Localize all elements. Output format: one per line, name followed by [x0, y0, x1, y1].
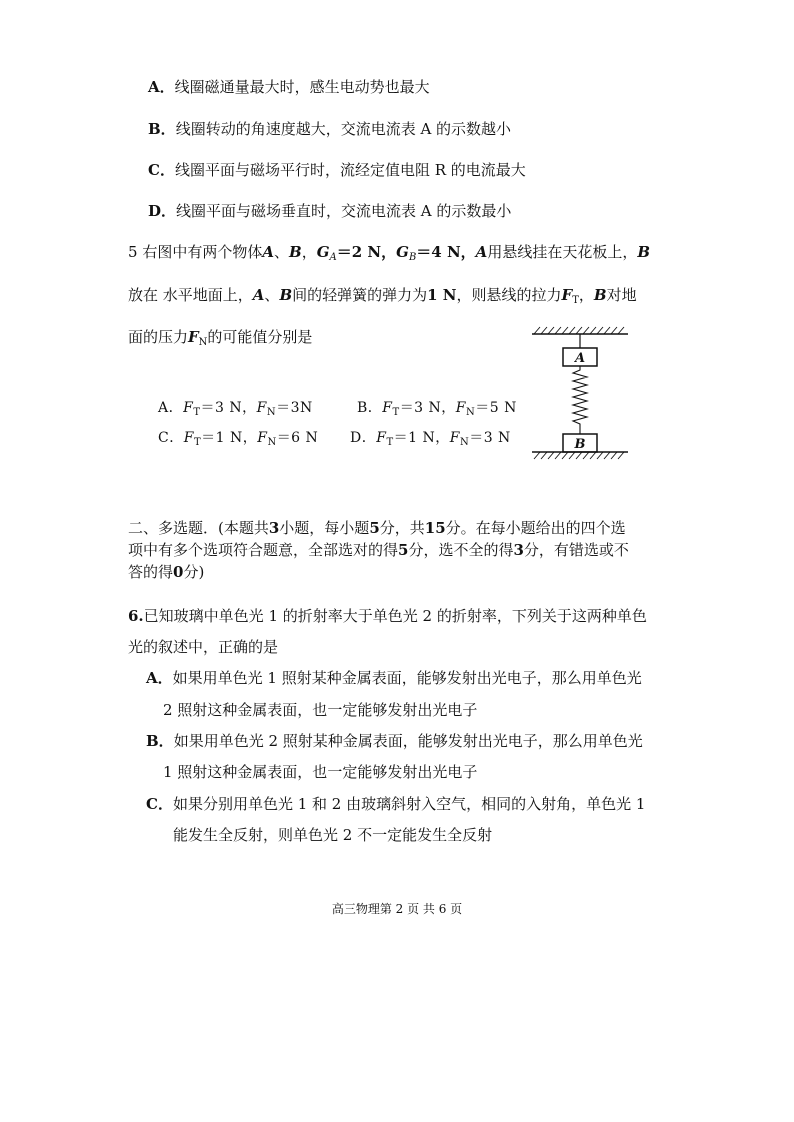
option-letter: B．: [148, 120, 176, 138]
q4-option-b: [148, 119, 511, 139]
var-ft: F: [183, 400, 194, 416]
sub-t: T: [386, 437, 394, 448]
fn-value: ＝3 N: [469, 430, 511, 446]
q5-text: 间的轻弹簧的弹力为: [292, 286, 428, 304]
option-text: 线圈平面与磁场平行时，流经定值电阻 R 的电流最大: [174, 161, 526, 179]
q6-stem-line1: [128, 606, 647, 626]
option-text: 如果用单色光 2 照射某种金属表面，能够发射出光电子，那么用单色光: [173, 732, 643, 750]
section2-line1: [128, 518, 626, 538]
var-b: B: [637, 243, 651, 261]
sep: 、: [273, 243, 289, 261]
var-fn: F: [455, 400, 467, 416]
choice-letter: C．: [158, 430, 184, 446]
section2-line3: [128, 562, 204, 582]
var-ft: F: [561, 286, 573, 304]
option-text: 能发生全反射，则单色光 2 不一定能发生全反射: [173, 826, 493, 844]
q5-number: 5: [128, 243, 138, 261]
sub-t: T: [392, 407, 400, 418]
section-number: 15: [424, 519, 446, 537]
q6-option-a-line1: [146, 668, 642, 688]
sub-n: N: [266, 407, 277, 418]
sub-a: A: [329, 252, 337, 263]
q5-text: 对地: [606, 286, 637, 304]
section-number: 5: [398, 541, 409, 559]
fn-value: ＝6 N: [276, 430, 319, 446]
fn-value: ＝3N: [276, 400, 313, 416]
var-g: G: [316, 243, 330, 261]
choice-letter: B．: [357, 400, 383, 416]
ground: [532, 452, 628, 459]
var-a: A: [475, 243, 488, 261]
ceiling: [532, 327, 628, 334]
var-fn: F: [188, 328, 199, 346]
q6-option-a-line2: [163, 700, 477, 720]
choice-letter: D．: [350, 430, 377, 446]
q5-text: 放在 水平地面上，: [128, 286, 253, 304]
q5-text: ，则悬线的拉力: [456, 286, 562, 304]
q5-choice-b: [357, 398, 517, 423]
option-letter: A．: [148, 78, 175, 96]
var-fn: F: [449, 430, 460, 446]
gb-value: ＝4 N，: [416, 243, 476, 261]
q5-text: 的可能值分别是: [207, 328, 313, 346]
var-a: A: [252, 286, 265, 304]
option-letter: D．: [148, 202, 177, 220]
choice-letter: A．: [158, 400, 184, 416]
section-number: 0: [173, 563, 184, 581]
var-fn: F: [256, 400, 267, 416]
section-text: 分，共: [379, 519, 425, 537]
block-b-label: B: [574, 437, 586, 452]
fn-value: ＝5 N: [475, 400, 517, 416]
q5-stem-line1: [128, 242, 650, 268]
q4-option-a: [148, 77, 430, 97]
section-number: 5: [369, 519, 380, 537]
var-g: G: [396, 243, 409, 261]
q6-text: 已知玻璃中单色光 1 的折射率大于单色光 2 的折射率，下列关于这两种单色: [143, 607, 647, 625]
section-text: 二、多选题．(本题共: [128, 519, 269, 537]
sep: ，: [578, 286, 594, 304]
q4-option-d: [148, 201, 511, 221]
q6-number: 6.: [128, 607, 144, 625]
section-text: 分): [183, 563, 205, 581]
force-value: 1 N: [427, 286, 457, 304]
sub-t: T: [193, 437, 202, 448]
ft-value: ＝1 N，: [393, 430, 450, 446]
var-ft: F: [376, 430, 387, 446]
option-letter: B．: [146, 732, 174, 750]
var-ft: F: [183, 430, 194, 446]
section-text: 项中有多个选项符合题意，全部选对的得: [128, 541, 399, 559]
option-text: 线圈转动的角速度越大，交流电流表 A 的示数越小: [175, 120, 512, 138]
var-fn: F: [257, 430, 268, 446]
ft-value: ＝3 N，: [200, 400, 257, 416]
q6-option-b-line1: [146, 731, 643, 751]
q5-text: 右图中有两个物体: [142, 243, 263, 261]
sub-b: B: [408, 252, 417, 263]
sub-n: N: [198, 337, 208, 348]
var-b: B: [289, 243, 302, 261]
option-text: 线圈磁通量最大时，感生电动势也最大: [174, 78, 430, 96]
q4-option-c: [148, 160, 526, 180]
sep: 、: [264, 286, 280, 304]
option-text: 如果分别用单色光 1 和 2 由玻璃斜射入空气，相同的入射角，单色光 1: [172, 795, 646, 813]
sub-n: N: [459, 437, 470, 448]
spring: [573, 366, 587, 434]
page-footer: 高三物理第 2 页 共 6 页: [331, 902, 463, 916]
q5-text: 用悬线挂在天花板上，: [487, 243, 638, 261]
q5-text: 面的压力: [128, 328, 189, 346]
q5-stem-line3: [128, 327, 312, 353]
ft-value: ＝1 N，: [201, 430, 258, 446]
option-text: 线圈平面与磁场垂直时，交流电流表 A 的示数最小: [176, 202, 512, 220]
q5-choice-d: [350, 428, 511, 453]
option-letter: C．: [148, 161, 175, 179]
section-number: 3: [268, 519, 280, 537]
sep: ，: [301, 243, 317, 261]
section-number: 3: [513, 541, 524, 559]
block-a-label: A: [574, 351, 586, 366]
q6-option-c-line1: [146, 794, 645, 814]
sub-n: N: [267, 437, 277, 448]
var-b: B: [593, 286, 607, 304]
q6-stem-line2: [128, 637, 278, 657]
q5-choice-c: [158, 428, 318, 453]
q6-option-c-line2: [173, 825, 492, 845]
section-text: 分，选不全的得: [408, 541, 514, 559]
option-letter: C．: [146, 795, 173, 813]
sub-t: T: [193, 407, 201, 418]
section2-line2: [128, 540, 629, 560]
var-ft: F: [382, 400, 393, 416]
sub-n: N: [466, 407, 476, 418]
sub-t: T: [572, 295, 579, 306]
section-text: 小题，每小题: [279, 519, 370, 537]
option-text: 2 照射这种金属表面，也一定能够发射出光电子: [163, 701, 478, 719]
section-text: 分，有错选或不: [523, 541, 629, 559]
q6-text: 光的叙述中，正确的是: [128, 638, 279, 656]
section-text: 分。在每小题给出的四个选: [445, 519, 626, 537]
ft-value: ＝3 N，: [399, 400, 456, 416]
var-a: A: [262, 243, 274, 261]
q6-option-b-line2: [163, 762, 477, 782]
ga-value: ＝2 N，: [336, 243, 397, 261]
option-text: 1 照射这种金属表面，也一定能够发射出光电子: [163, 763, 478, 781]
spring-blocks-figure: [530, 326, 630, 464]
q5-stem-line2: [128, 285, 637, 311]
q5-choice-a: [158, 398, 313, 423]
var-b: B: [279, 286, 293, 304]
option-letter: A．: [146, 669, 173, 687]
option-text: 如果用单色光 1 照射某种金属表面，能够发射出光电子，那么用单色光: [172, 669, 642, 687]
section-text: 答的得: [128, 563, 174, 581]
